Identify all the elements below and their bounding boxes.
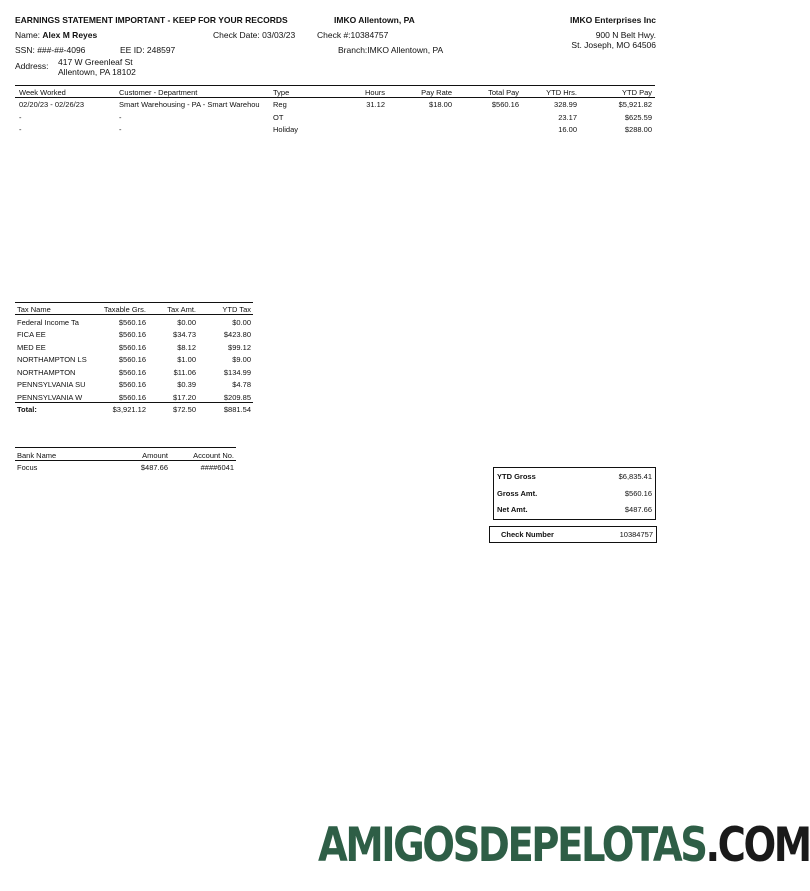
ytd-gross-value: $6,835.41 xyxy=(618,472,652,481)
tax-ytd: $0.00 xyxy=(232,318,251,327)
col-week-worked: Week Worked xyxy=(19,88,66,97)
tax-amount: $34.73 xyxy=(173,330,196,339)
company-address-2: St. Joseph, MO 64506 xyxy=(571,40,656,50)
employee-name: Alex M Reyes xyxy=(42,30,98,40)
ssn: SSN: ###-##-4096 xyxy=(15,45,86,55)
tax-amount: $8.12 xyxy=(177,343,196,352)
tax-total-label: Total: xyxy=(17,405,37,414)
earnings-rate: $18.00 xyxy=(429,100,452,109)
address-line-1: 417 W Greenleaf St xyxy=(58,57,133,67)
tax-ytd: $134.99 xyxy=(223,368,251,377)
earnings-type: OT xyxy=(273,113,284,122)
earnings-type: Reg xyxy=(273,100,287,109)
tax-ytd: $209.85 xyxy=(223,393,251,402)
earnings-ytd-hrs: 23.17 xyxy=(558,113,577,122)
col-bank-name: Bank Name xyxy=(17,451,57,460)
tax-name: NORTHAMPTON LS xyxy=(17,355,87,364)
col-pay-rate: Pay Rate xyxy=(421,88,452,97)
earnings-total: $560.16 xyxy=(491,100,519,109)
earnings-top-rule xyxy=(15,85,655,86)
earnings-ytd-hrs: 328.99 xyxy=(554,100,577,109)
earnings-customer: - xyxy=(119,113,122,122)
tax-taxable: $560.16 xyxy=(118,393,146,402)
earnings-hours: 31.12 xyxy=(366,100,385,109)
pay-summary-box xyxy=(493,467,656,520)
earnings-type: Holiday xyxy=(273,125,299,134)
company-name: IMKO Enterprises Inc xyxy=(570,15,656,25)
address-label: Address: xyxy=(15,61,49,71)
address-line-2: Allentown, PA 18102 xyxy=(58,67,136,77)
bank-header-rule xyxy=(15,460,236,461)
col-ytd-pay: YTD Pay xyxy=(621,88,652,97)
company-address-1: 900 N Belt Hwy. xyxy=(595,30,656,40)
col-tax-amt: Tax Amt. xyxy=(167,305,196,314)
tax-name: PENNSYLVANIA W xyxy=(17,393,83,402)
bank-amount: $487.66 xyxy=(140,463,168,472)
check-number-label: Check Number xyxy=(501,530,554,539)
tax-taxable: $560.16 xyxy=(118,330,146,339)
tax-ytd: $423.80 xyxy=(223,330,251,339)
col-ytd-tax: YTD Tax xyxy=(222,305,251,314)
earnings-week: - xyxy=(19,125,22,134)
earnings-week: 02/20/23 - 02/26/23 xyxy=(19,100,85,109)
net-amt-label: Net Amt. xyxy=(497,505,528,514)
tax-name: MED EE xyxy=(17,343,46,352)
tax-taxable: $560.16 xyxy=(118,368,146,377)
earnings-customer: - xyxy=(119,125,122,134)
col-account-no: Account No. xyxy=(193,451,234,460)
net-amt-value: $487.66 xyxy=(624,505,652,514)
tax-ytd: $9.00 xyxy=(232,355,251,364)
check-number-box xyxy=(489,526,657,543)
check-number: Check #:10384757 xyxy=(317,30,389,40)
watermark-suffix: .COM xyxy=(705,818,810,873)
col-customer-department: Customer - Department xyxy=(119,88,198,97)
tax-taxable: $560.16 xyxy=(118,380,146,389)
statement-title: EARNINGS STATEMENT IMPORTANT - KEEP FOR YOUR RECORDS xyxy=(15,15,288,25)
tax-ytd: $99.12 xyxy=(228,343,251,352)
col-tax-name: Tax Name xyxy=(17,305,51,314)
tax-amount: $0.00 xyxy=(177,318,196,327)
earnings-customer: Smart Warehousing - PA - Smart Warehou xyxy=(119,100,260,109)
name-label: Name: xyxy=(15,30,41,40)
tax-total-ytd: $881.54 xyxy=(223,405,251,414)
check-date: Check Date: 03/03/23 xyxy=(213,30,296,40)
earnings-week: - xyxy=(19,113,22,122)
tax-top-rule xyxy=(15,302,253,303)
earnings-header-rule xyxy=(15,97,655,98)
col-ytd-hrs: YTD Hrs. xyxy=(546,88,577,97)
tax-total-amount: $72.50 xyxy=(173,405,196,414)
tax-name: NORTHAMPTON xyxy=(17,368,76,377)
tax-taxable: $560.16 xyxy=(118,318,146,327)
tax-name: FICA EE xyxy=(17,330,46,339)
tax-name: Federal Income Ta xyxy=(17,318,79,327)
tax-total-taxable: $3,921.12 xyxy=(112,405,146,414)
earnings-ytd-pay: $625.59 xyxy=(624,113,652,122)
tax-name: PENNSYLVANIA SU xyxy=(17,380,86,389)
tax-amount: $11.06 xyxy=(173,368,196,377)
earnings-ytd-hrs: 16.00 xyxy=(558,125,577,134)
employee-name-row xyxy=(15,30,97,40)
col-total-pay: Total Pay xyxy=(488,88,519,97)
watermark-main: AMIGOSDEPELOTAS xyxy=(318,818,706,873)
tax-taxable: $560.16 xyxy=(118,355,146,364)
check-number-value: 10384757 xyxy=(619,530,653,539)
tax-ytd: $4.78 xyxy=(232,380,251,389)
tax-total-rule xyxy=(15,402,253,403)
earnings-ytd-pay: $5,921.82 xyxy=(618,100,652,109)
ee-id: EE ID: 248597 xyxy=(120,45,176,55)
tax-amount: $17.20 xyxy=(173,393,196,402)
watermark-logo xyxy=(318,818,810,874)
bank-top-rule xyxy=(15,447,236,448)
bank-account: ####6041 xyxy=(200,463,234,472)
earnings-ytd-pay: $288.00 xyxy=(624,125,652,134)
branch: Branch:IMKO Allentown, PA xyxy=(338,45,444,55)
col-bank-amount: Amount xyxy=(142,451,168,460)
tax-taxable: $560.16 xyxy=(118,343,146,352)
tax-amount: $1.00 xyxy=(177,355,196,364)
branch-title: IMKO Allentown, PA xyxy=(334,15,415,25)
bank-name: Focus xyxy=(17,463,38,472)
tax-amount: $0.39 xyxy=(177,380,196,389)
gross-amt-value: $560.16 xyxy=(624,489,652,498)
gross-amt-label: Gross Amt. xyxy=(497,489,538,498)
col-hours: Hours xyxy=(364,88,385,97)
tax-header-rule xyxy=(15,314,253,315)
col-taxable-grs: Taxable Grs. xyxy=(103,305,146,314)
ytd-gross-label: YTD Gross xyxy=(497,472,536,481)
col-type: Type xyxy=(273,88,290,97)
